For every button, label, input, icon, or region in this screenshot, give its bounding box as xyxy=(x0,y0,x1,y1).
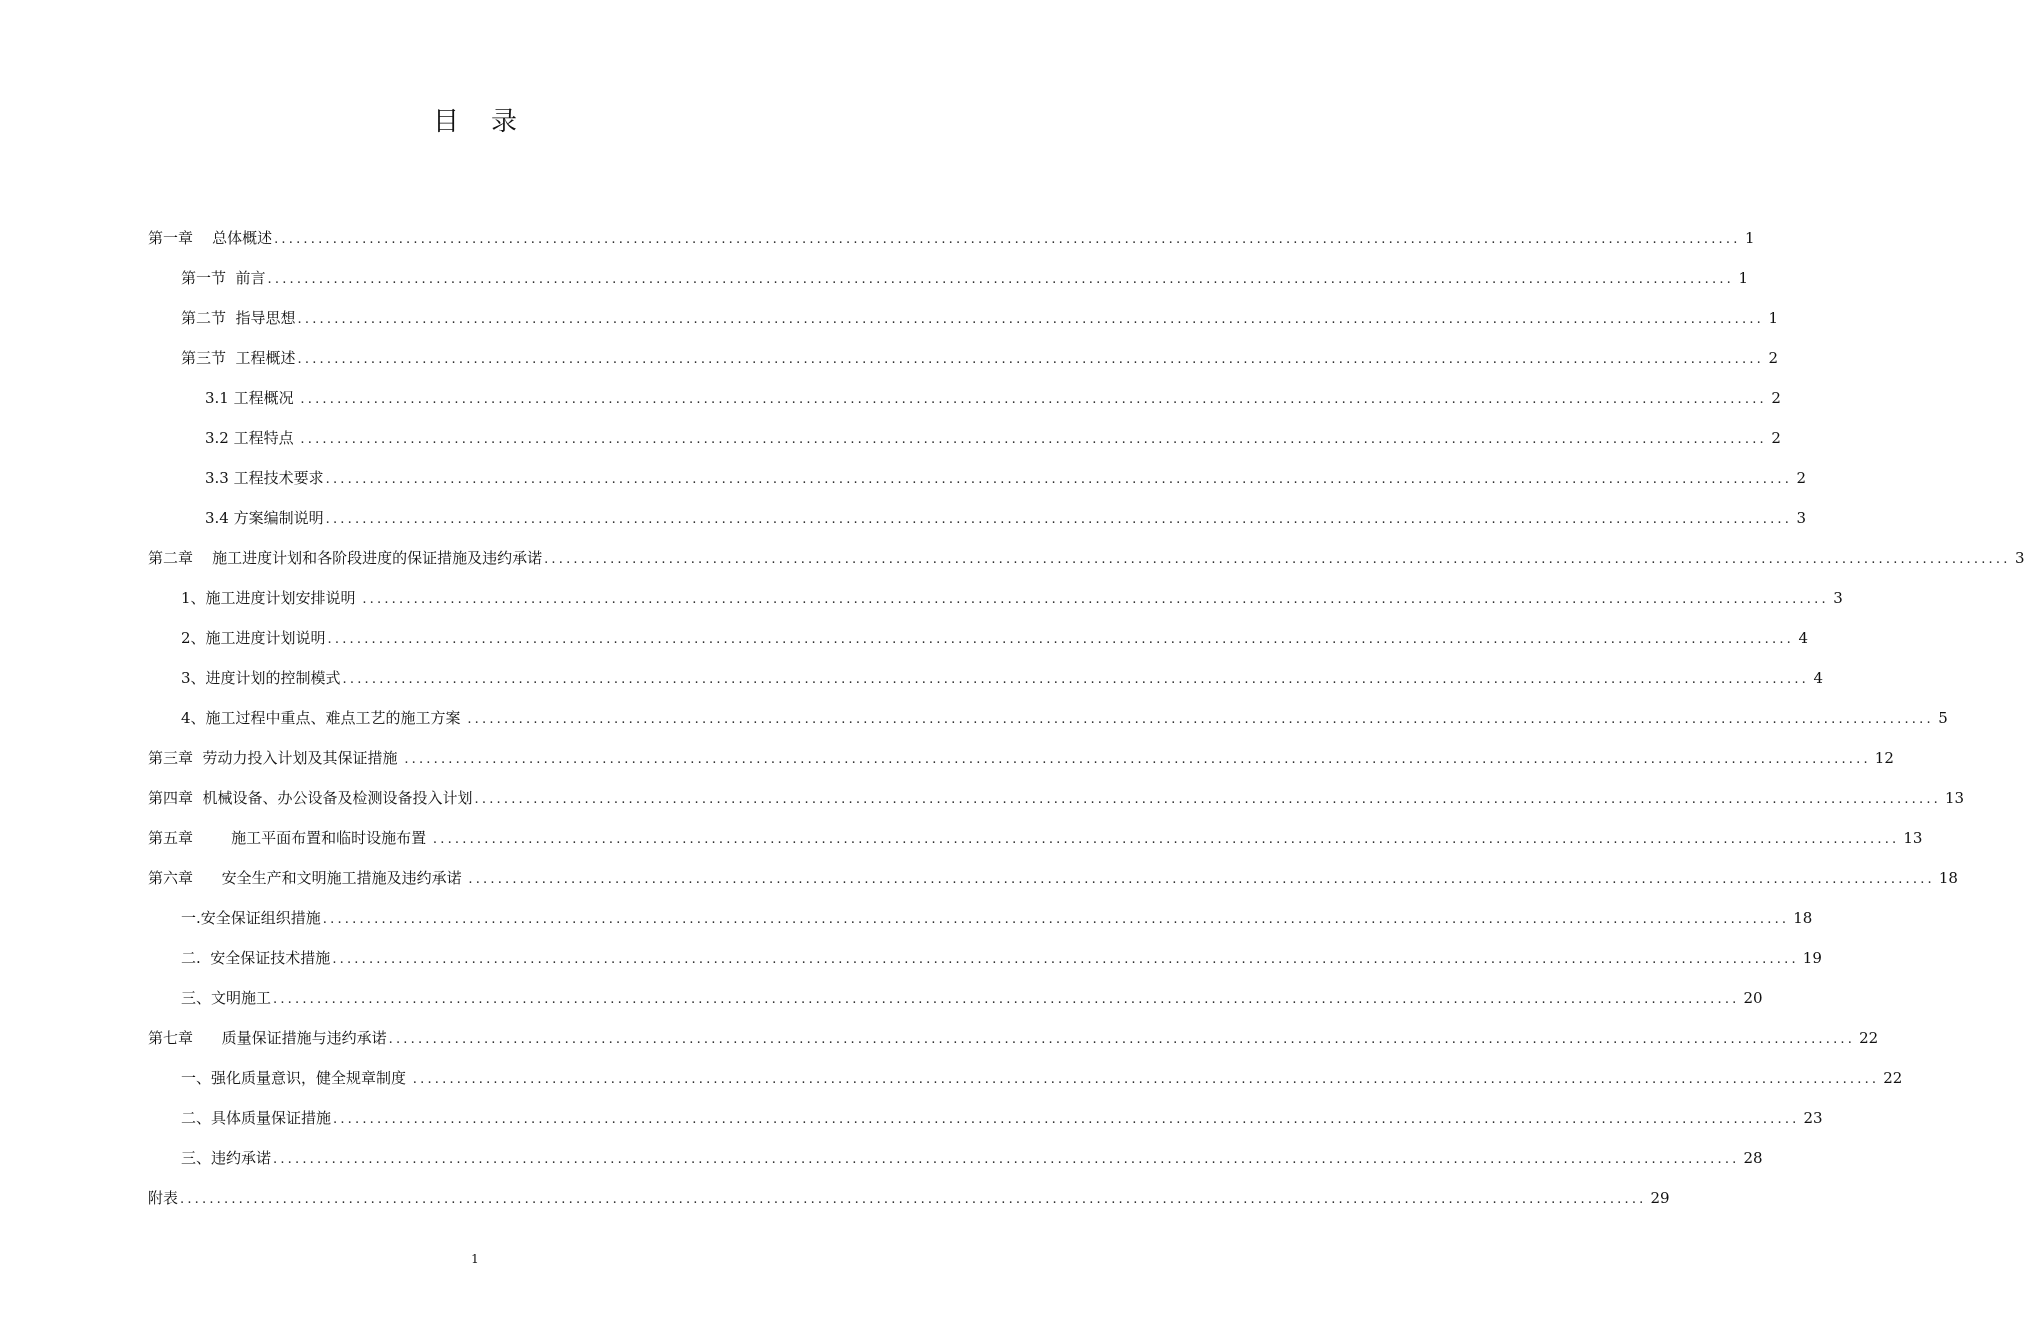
toc-entry-page: 20 xyxy=(1743,989,1763,1007)
toc-entry-page: 1 xyxy=(1738,269,1749,287)
toc-entry-page: 12 xyxy=(1874,749,1894,767)
toc-entry[interactable] xyxy=(148,626,1809,666)
toc-entry[interactable] xyxy=(148,1026,1879,1066)
toc-entry-label: 二. 安全保证技术措施 xyxy=(181,949,331,967)
toc-leader-dots: ........................................................................................................................................................................................................ xyxy=(267,272,1735,287)
toc-entry-label: 第四章 机械设备、办公设备及检测设备投入计划 xyxy=(148,789,473,807)
toc-entry-label: 第三节 工程概述 xyxy=(181,349,296,367)
toc-entry[interactable] xyxy=(148,506,1807,546)
toc-leader-dots: ........................................................................................................................................................................................................ xyxy=(432,832,1900,847)
table-of-contents xyxy=(148,226,2025,1226)
toc-entry[interactable] xyxy=(148,1106,1823,1146)
toc-leader-dots: ........................................................................................................................................................................................................ xyxy=(333,1112,1800,1127)
toc-entry[interactable] xyxy=(148,266,1749,306)
toc-entry-page: 1 xyxy=(1768,309,1779,327)
toc-entry-page: 2 xyxy=(1796,469,1807,487)
toc-entry[interactable] xyxy=(148,586,1843,626)
toc-entry-page: 22 xyxy=(1883,1069,1903,1087)
toc-leader-dots: ........................................................................................................................................................................................................ xyxy=(300,432,1767,447)
toc-leader-dots: ........................................................................................................................................................................................................ xyxy=(300,392,1767,407)
toc-entry-label: 一、强化质量意识，健全规章制度 xyxy=(181,1069,411,1087)
toc-entry-label: 4、施工过程中重点、难点工艺的施工方案 xyxy=(181,709,466,727)
toc-leader-dots: ........................................................................................................................................................................................................ xyxy=(322,912,1790,927)
toc-entry-label: 二、具体质量保证措施 xyxy=(181,1109,332,1127)
toc-leader-dots: ........................................................................................................................................................................................................ xyxy=(332,952,1799,967)
toc-leader-dots: ........................................................................................................................................................................................................ xyxy=(388,1032,1856,1047)
toc-entry[interactable] xyxy=(148,786,1965,826)
page-title: 目录 xyxy=(432,107,549,137)
toc-entry-label: 一.安全保证组织措施 xyxy=(181,909,321,927)
toc-entry-label: 3.4 方案编制说明 xyxy=(205,509,324,527)
toc-entry-page: 18 xyxy=(1938,869,1958,887)
toc-entry[interactable] xyxy=(148,546,2025,586)
toc-entry-page: 5 xyxy=(1938,709,1948,727)
page-number: 1 xyxy=(471,1252,479,1266)
toc-entry-page: 2 xyxy=(1771,389,1781,407)
toc-entry-page: 4 xyxy=(1813,669,1824,687)
toc-entry-page: 1 xyxy=(1745,229,1755,247)
toc-entry-page: 3 xyxy=(1796,509,1807,527)
toc-entry[interactable] xyxy=(148,1146,1763,1186)
toc-entry-label: 2、施工进度计划说明 xyxy=(181,629,326,647)
toc-entry[interactable] xyxy=(148,946,1822,986)
toc-entry[interactable] xyxy=(148,986,1763,1026)
toc-entry-page: 19 xyxy=(1802,949,1822,967)
toc-entry[interactable] xyxy=(148,1186,1670,1226)
toc-entry-label: 第一章 总体概述 xyxy=(148,229,273,247)
toc-entry[interactable] xyxy=(148,666,1824,706)
toc-leader-dots: ........................................................................................................................................................................................................ xyxy=(412,1072,1880,1087)
toc-leader-dots: ........................................................................................................................................................................................................ xyxy=(404,752,1871,767)
toc-entry-label: 3.3 工程技术要求 xyxy=(205,469,324,487)
toc-entry-label: 3.1 工程概况 xyxy=(205,389,299,407)
toc-entry[interactable] xyxy=(148,386,1781,426)
toc-entry-label: 第二节 指导思想 xyxy=(181,309,296,327)
toc-entry-label: 1、施工进度计划安排说明 xyxy=(181,589,361,607)
toc-entry[interactable] xyxy=(148,466,1807,506)
toc-entry-page: 3 xyxy=(1833,589,1843,607)
toc-entry[interactable] xyxy=(148,226,1755,266)
toc-entry-label: 第五章 施工平面布置和临时设施布置 xyxy=(148,829,431,847)
toc-leader-dots: ........................................................................................................................................................................................................ xyxy=(180,1192,1647,1207)
toc-leader-dots: ........................................................................................................................................................................................................ xyxy=(274,232,1741,247)
toc-entry-page: 22 xyxy=(1859,1029,1879,1047)
toc-entry-page: 13 xyxy=(1945,789,1965,807)
toc-entry-page: 4 xyxy=(1798,629,1809,647)
toc-leader-dots: ........................................................................................................................................................................................................ xyxy=(325,512,1793,527)
toc-leader-dots: ........................................................................................................................................................................................................ xyxy=(467,712,1934,727)
toc-entry[interactable] xyxy=(148,426,1781,466)
toc-entry-label: 第三章 劳动力投入计划及其保证措施 xyxy=(148,749,403,767)
toc-entry[interactable] xyxy=(148,866,1958,906)
toc-entry-page: 23 xyxy=(1803,1109,1823,1127)
toc-entry-page: 2 xyxy=(1771,429,1781,447)
toc-leader-dots: ........................................................................................................................................................................................................ xyxy=(544,552,2011,567)
toc-entry-label: 三、违约承诺 xyxy=(181,1149,272,1167)
toc-entry-page: 28 xyxy=(1743,1149,1763,1167)
toc-entry[interactable] xyxy=(148,906,1813,946)
toc-entry[interactable] xyxy=(148,306,1779,346)
toc-entry-label: 附表 xyxy=(148,1189,179,1207)
toc-leader-dots: ........................................................................................................................................................................................................ xyxy=(327,632,1795,647)
toc-entry[interactable] xyxy=(148,1066,1903,1106)
toc-entry-page: 3 xyxy=(2015,549,2025,567)
toc-entry-page: 18 xyxy=(1793,909,1813,927)
toc-entry-page: 29 xyxy=(1650,1189,1670,1207)
toc-entry-label: 第一节 前言 xyxy=(181,269,266,287)
toc-leader-dots: ........................................................................................................................................................................................................ xyxy=(297,312,1765,327)
toc-entry[interactable] xyxy=(148,746,1894,786)
toc-entry-label: 三、文明施工 xyxy=(181,989,272,1007)
toc-entry-label: 第二章 施工进度计划和各阶段进度的保证措施及违约承诺 xyxy=(148,549,543,567)
toc-entry[interactable] xyxy=(148,346,1779,386)
toc-leader-dots: ........................................................................................................................................................................................................ xyxy=(297,352,1765,367)
toc-entry[interactable] xyxy=(148,826,1923,866)
toc-entry-label: 3、进度计划的控制模式 xyxy=(181,669,341,687)
toc-leader-dots: ........................................................................................................................................................................................................ xyxy=(474,792,1942,807)
toc-leader-dots: ........................................................................................................................................................................................................ xyxy=(325,472,1793,487)
toc-leader-dots: ........................................................................................................................................................................................................ xyxy=(273,992,1740,1007)
toc-leader-dots: ........................................................................................................................................................................................................ xyxy=(273,1152,1740,1167)
toc-leader-dots: ........................................................................................................................................................................................................ xyxy=(342,672,1810,687)
toc-entry-label: 第六章 安全生产和文明施工措施及违约承诺 xyxy=(148,869,467,887)
toc-entry-page: 2 xyxy=(1768,349,1779,367)
toc-entry-label: 3.2 工程特点 xyxy=(205,429,299,447)
toc-leader-dots: ........................................................................................................................................................................................................ xyxy=(468,872,1935,887)
toc-leader-dots: ........................................................................................................................................................................................................ xyxy=(362,592,1829,607)
toc-entry-label: 第七章 质量保证措施与违约承诺 xyxy=(148,1029,387,1047)
toc-entry-page: 13 xyxy=(1903,829,1923,847)
toc-entry[interactable] xyxy=(148,706,1948,746)
